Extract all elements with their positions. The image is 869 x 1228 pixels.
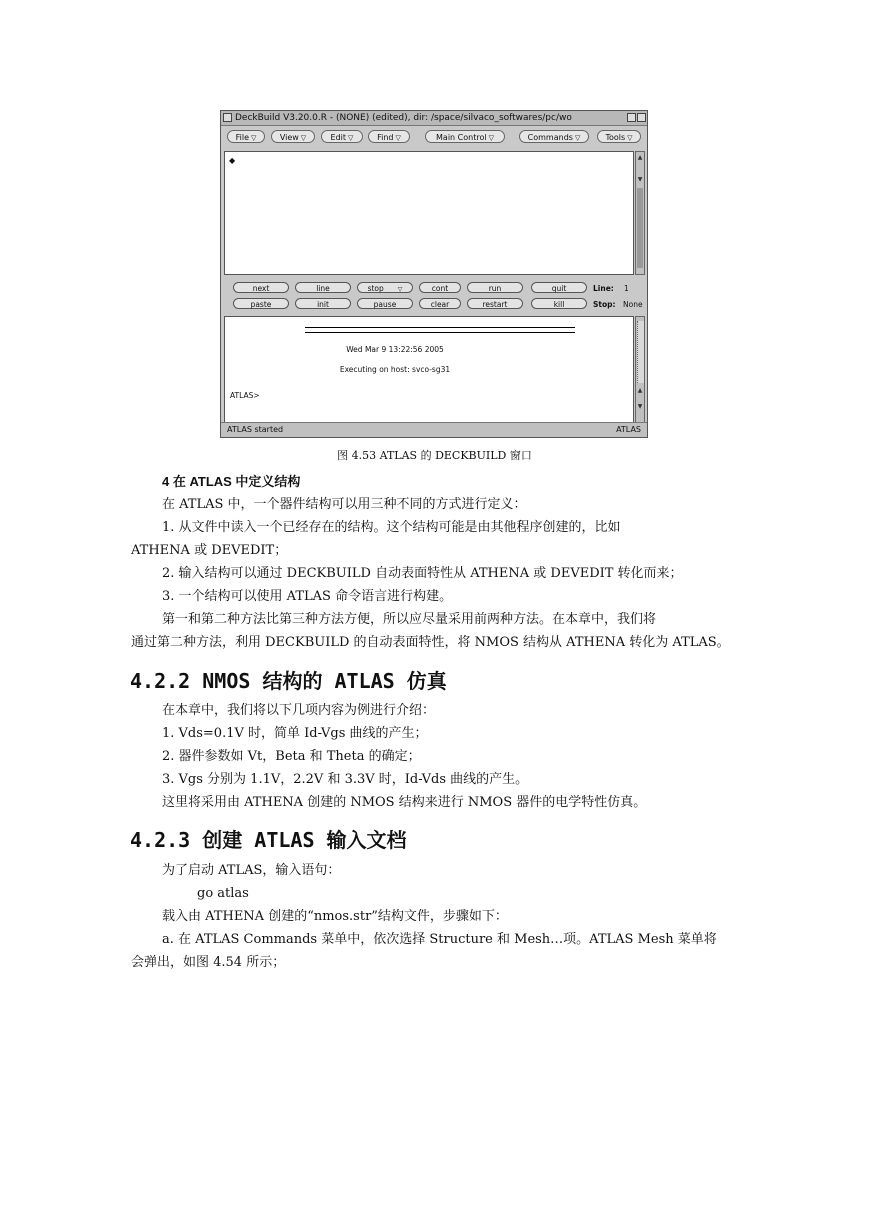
paragraph-continued: 通过第二种方法，利用 DECKBUILD 的自动表面特性，将 NMOS 结构从 ATHENA 转化为 ATLAS。	[131, 635, 730, 650]
menu-main-control-label: Main Control	[436, 133, 487, 142]
menu-tools-label: Tools	[605, 133, 626, 142]
list-item: 3. 一个结构可以使用 ATLAS 命令语言进行构建。	[162, 589, 453, 604]
stop-status-label: Stop:	[593, 300, 616, 309]
paste-button[interactable]: paste	[233, 298, 289, 309]
code-line: go atlas	[197, 886, 249, 901]
paragraph: 第一和第二种方法比第三种方法方便，所以应尽量采用前两种方法。在本章中，我们将	[162, 612, 657, 627]
menu-view-label: View	[279, 133, 299, 142]
stop-menu-arrow-icon: ▽	[397, 286, 403, 293]
menu-bar	[221, 126, 647, 146]
menu-find-label: Find	[377, 133, 394, 142]
output-divider	[305, 327, 575, 333]
list-item: 2. 输入结构可以通过 DECKBUILD 自动表面特性从 ATHENA 或 DEVEDIT 转化而来；	[162, 566, 683, 581]
menu-arrow-icon: ▽	[348, 134, 354, 142]
editor-pane[interactable]	[224, 151, 634, 275]
list-item-continued: 会弹出，如图 4.54 所示；	[131, 955, 286, 970]
minimize-icon[interactable]	[627, 113, 636, 122]
list-item: 3. Vgs 分别为 1.1V，2.2V 和 3.3V 时，Id-Vds 曲线的产生。	[162, 772, 529, 787]
paragraph: 在本章中，我们将以下几项内容为例进行介绍：	[162, 703, 436, 718]
menu-view[interactable]	[271, 130, 315, 143]
menu-arrow-icon: ▽	[395, 134, 401, 142]
list-item: 2. 器件参数如 Vt，Beta 和 Theta 的确定；	[162, 749, 421, 764]
status-left: ATLAS started	[227, 425, 284, 434]
scroll-down-icon[interactable]: ▼	[637, 403, 643, 410]
scroll-thumb[interactable]	[637, 188, 643, 268]
output-pane[interactable]	[224, 316, 634, 423]
editor-scrollbar[interactable]	[635, 151, 645, 275]
menu-commands-label: Commands	[527, 133, 573, 142]
pause-button[interactable]: pause	[357, 298, 413, 309]
section-title: 4.2.3 创建 ATLAS 输入文档	[130, 828, 407, 852]
output-prompt: ATLAS>	[230, 391, 260, 400]
menu-tools[interactable]	[597, 130, 641, 143]
menu-edit[interactable]	[321, 130, 363, 143]
list-item-continued: ATHENA 或 DEVEDIT；	[131, 543, 288, 558]
scroll-up-icon[interactable]: ▲	[637, 387, 643, 394]
run-button[interactable]: run	[467, 282, 523, 293]
menu-arrow-icon: ▽	[574, 134, 581, 142]
next-button[interactable]: next	[233, 282, 289, 293]
list-item: 1. Vds=0.1V 时，简单 Id-Vgs 曲线的产生；	[162, 726, 428, 741]
paragraph: 在 ATLAS 中，一个器件结构可以用三种不同的方式进行定义：	[162, 497, 527, 512]
title-bar	[221, 111, 647, 126]
output-scrollbar[interactable]	[635, 316, 645, 423]
line-value: 1	[624, 284, 629, 293]
menu-arrow-icon: ▽	[488, 134, 494, 142]
list-item: 1. 从文件中读入一个已经存在的结构。这个结构可能是由其他程序创建的，比如	[162, 520, 621, 535]
line-button[interactable]: line	[295, 282, 351, 293]
stop-label: stop	[367, 284, 384, 293]
menu-find[interactable]	[368, 130, 410, 143]
caret-icon: ◆	[229, 156, 236, 165]
list-item: a. 在 ATLAS Commands 菜单中，依次选择 Structure 和 Mesh…项。ATLAS Mesh 菜单将	[162, 932, 717, 947]
output-scroll-track	[637, 321, 644, 383]
paragraph: 载入由 ATHENA 创建的“nmos.str”结构文件，步骤如下：	[162, 909, 508, 924]
clear-button[interactable]: clear	[419, 298, 461, 309]
menu-commands[interactable]	[519, 130, 589, 143]
restart-button[interactable]: restart	[467, 298, 523, 309]
menu-file[interactable]	[227, 130, 265, 143]
kill-button[interactable]: kill	[531, 298, 587, 309]
section-title: 4.2.2 NMOS 结构的 ATLAS 仿真	[130, 669, 447, 693]
section-heading: 4 在 ATLAS 中定义结构	[162, 474, 301, 489]
init-button[interactable]: init	[295, 298, 351, 309]
maximize-icon[interactable]	[637, 113, 646, 122]
figure-caption: 图 4.53 ATLAS 的 DECKBUILD 窗口	[337, 449, 532, 462]
window-title: DeckBuild V3.20.0.R - (NONE) (edited), dir: /space/silvaco_softwares/pc/wo	[235, 113, 572, 123]
quit-button[interactable]: quit	[531, 282, 587, 293]
output-date: Wed Mar 9 13:22:56 2005	[346, 345, 444, 354]
scroll-down-icon[interactable]: ▼	[637, 176, 643, 183]
menu-file-label: File	[235, 133, 249, 142]
window-menu-icon[interactable]	[223, 113, 232, 122]
menu-arrow-icon: ▽	[300, 134, 307, 142]
menu-arrow-icon: ▽	[251, 134, 257, 142]
menu-edit-label: Edit	[330, 133, 347, 142]
status-bar	[221, 422, 647, 437]
stop-status-value: None	[623, 300, 643, 309]
stop-button[interactable]	[357, 282, 413, 293]
line-label: Line:	[593, 284, 614, 293]
menu-arrow-icon: ▽	[627, 134, 633, 142]
menu-main-control[interactable]	[425, 130, 505, 143]
scroll-up-icon[interactable]: ▲	[637, 154, 643, 161]
status-right: ATLAS	[616, 425, 641, 434]
paragraph: 这里将采用由 ATHENA 创建的 NMOS 结构来进行 NMOS 器件的电学特性仿真。	[162, 795, 647, 810]
paragraph: 为了启动 ATLAS，输入语句：	[162, 863, 341, 878]
cont-button[interactable]: cont	[419, 282, 461, 293]
deckbuild-window	[220, 110, 648, 438]
output-host: Executing on host: svco-sg31	[339, 365, 451, 374]
